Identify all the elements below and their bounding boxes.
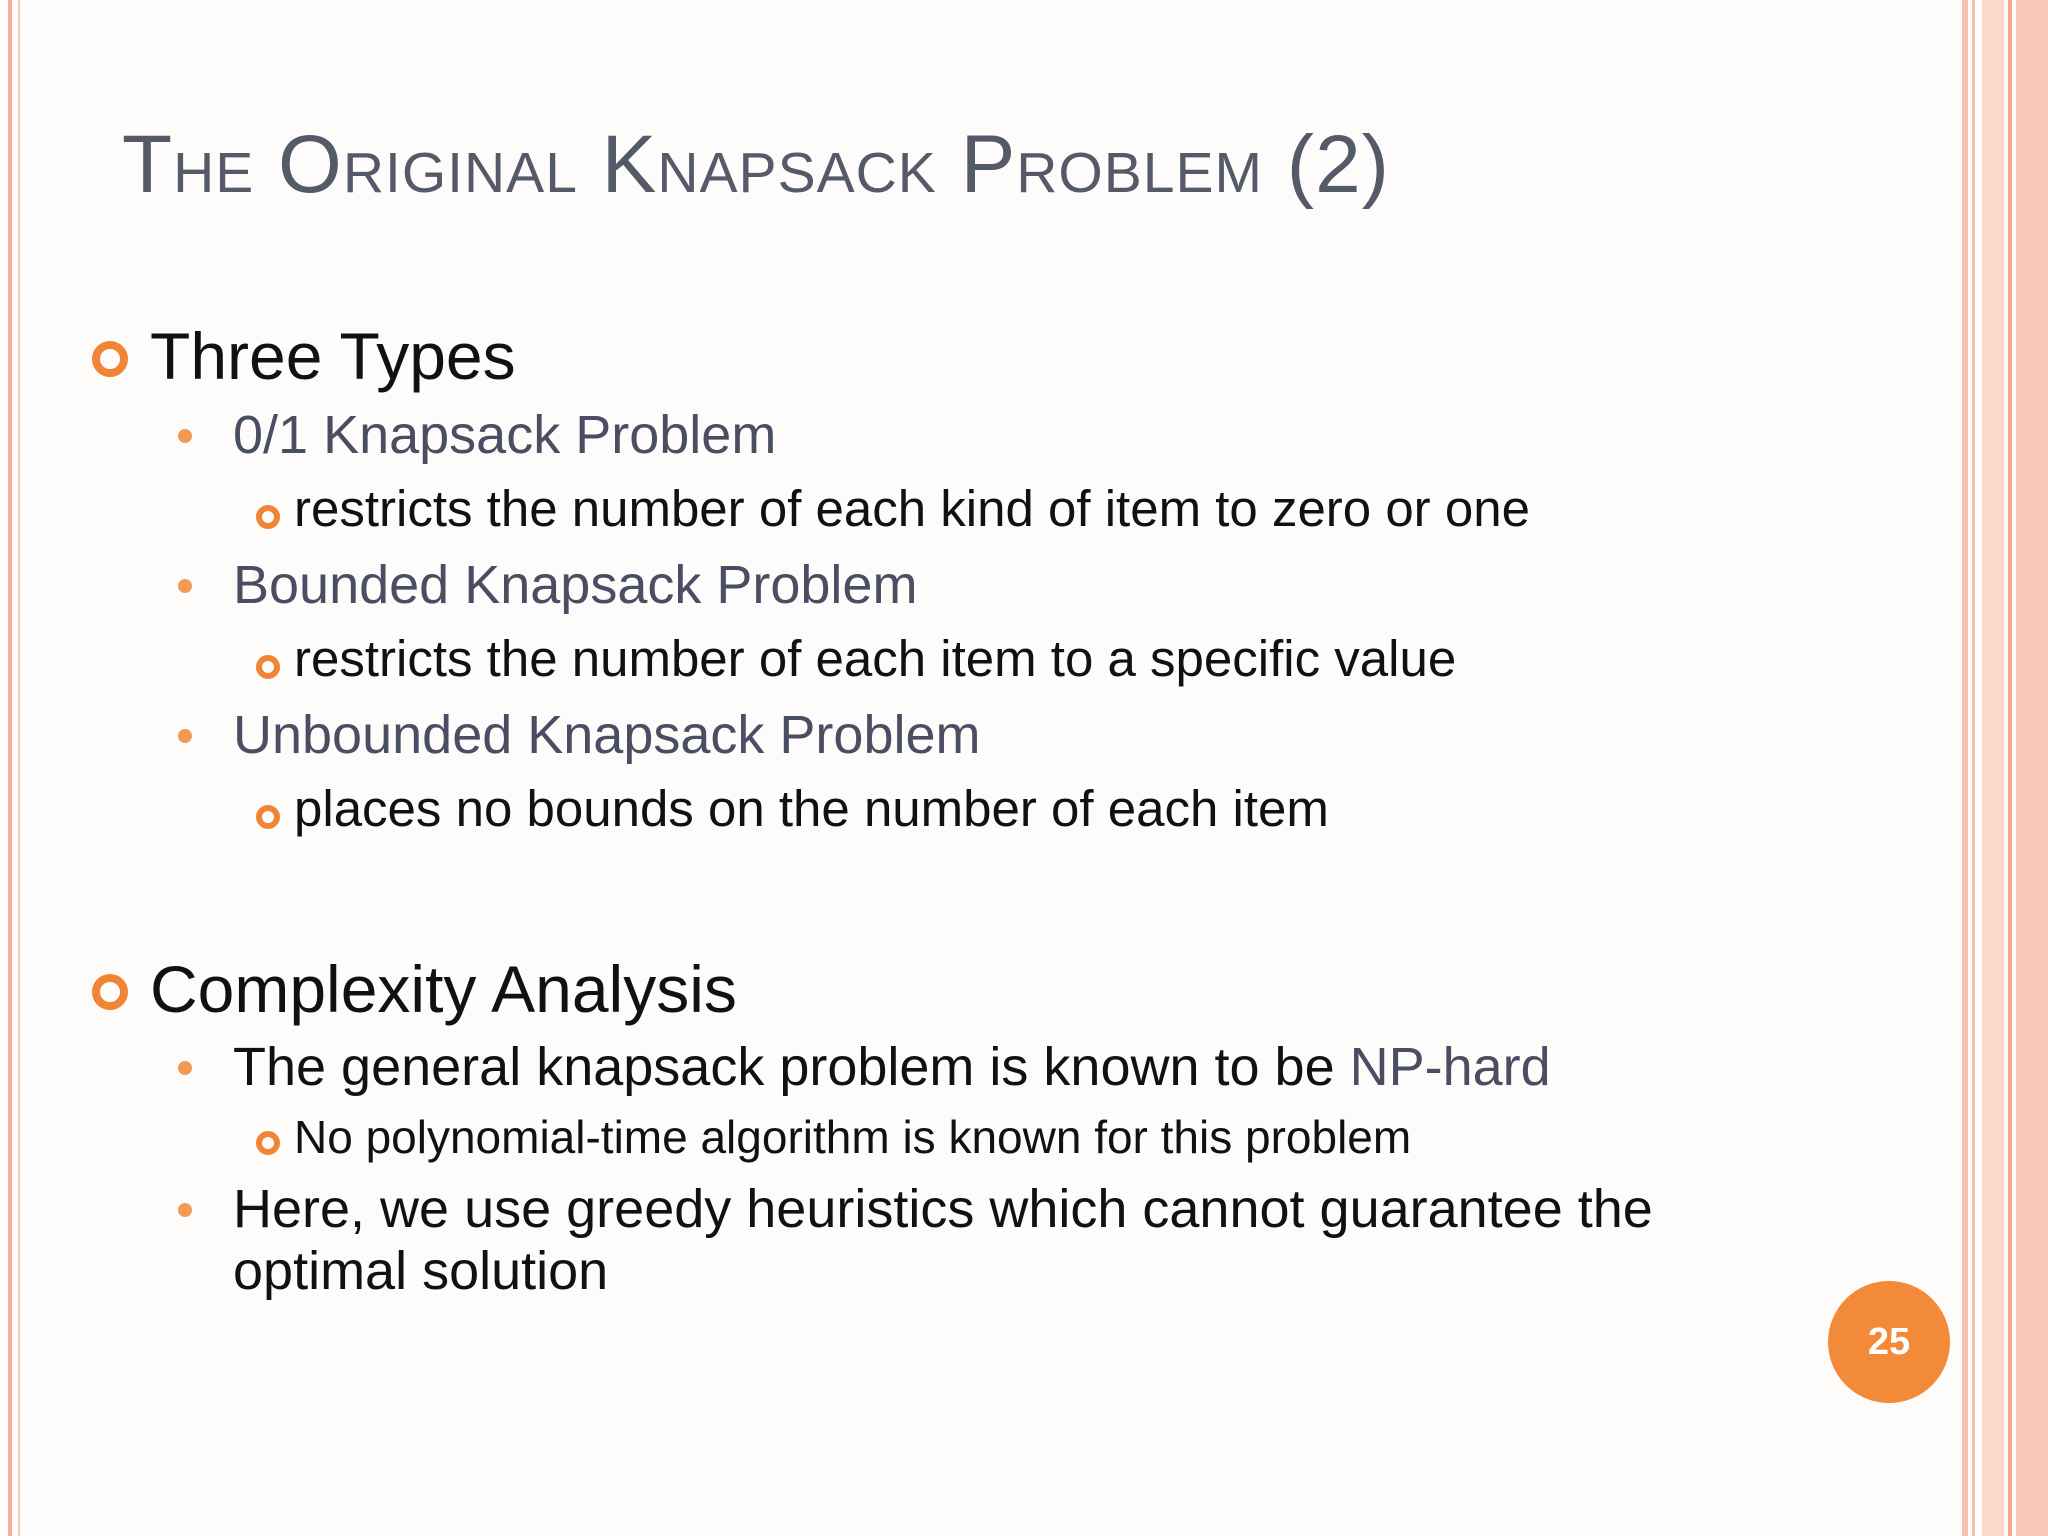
slide-title: The Original Knapsack Problem (2) (122, 119, 1390, 210)
complexity-np-detail: No polynomial-time algorithm is known for this problem (294, 1111, 1412, 1163)
section-heading-types: Three Types (150, 319, 516, 393)
type-detail-01: restricts the number of each kind of item to zero or one (294, 480, 1530, 537)
bullet-dot-icon (178, 1203, 192, 1217)
complexity-np-line (233, 1036, 1551, 1098)
bullet-dot-icon (178, 429, 192, 443)
greedy-line-2: optimal solution (233, 1241, 609, 1301)
type-label-bounded: Bounded Knapsack Problem (233, 555, 918, 615)
bullet-ring-icon (92, 974, 128, 1010)
bullet-small-ring-icon (256, 805, 280, 829)
bullet-dot-icon (178, 1061, 192, 1075)
bullet-small-ring-icon (256, 655, 280, 679)
bullet-dot-icon (178, 579, 192, 593)
type-detail-unbounded: places no bounds on the number of each item (294, 780, 1329, 837)
type-label-unbounded: Unbounded Knapsack Problem (233, 705, 981, 765)
np-hard-term: NP-hard (1349, 1037, 1551, 1097)
type-detail-bounded: restricts the number of each item to a specific value (294, 630, 1457, 687)
bullet-dot-icon (178, 729, 192, 743)
greedy-line-1: Here, we use greedy heuristics which cannot guarantee the (233, 1179, 1653, 1239)
bullet-small-ring-icon (256, 505, 280, 529)
bullet-ring-icon (92, 341, 128, 377)
page-number-badge: 25 (1828, 1281, 1950, 1403)
complexity-np-prefix: The general knapsack problem is known to be (233, 1037, 1350, 1097)
right-decorative-stripes (1962, 0, 2048, 1536)
type-label-01: 0/1 Knapsack Problem (233, 405, 777, 465)
bullet-small-ring-icon (256, 1131, 280, 1155)
section-heading-complexity: Complexity Analysis (150, 952, 737, 1026)
